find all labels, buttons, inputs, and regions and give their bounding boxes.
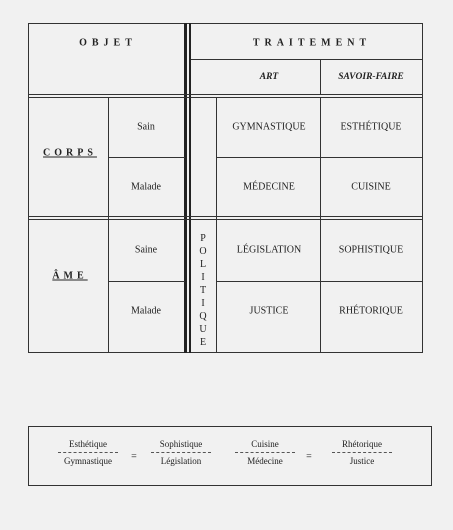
politique-text: P O L I T I Q U E — [199, 233, 207, 348]
header-savoir-faire: SAVOIR-FAIRE — [338, 72, 404, 82]
fraction-4-num: Rhétorique — [342, 439, 382, 449]
equals-2: = — [306, 451, 312, 463]
group-ame: ÂME — [52, 270, 88, 282]
state-sain: Sain — [137, 121, 155, 133]
cell-gymnastique: GYMNASTIQUE — [232, 121, 306, 133]
header-art: ART — [259, 72, 279, 82]
cell-sophistique: SOPHISTIQUE — [338, 244, 404, 256]
fraction-3-den: Médecine — [247, 456, 283, 466]
cell-justice: JUSTICE — [249, 305, 289, 317]
fraction-1-den: Gymnastique — [64, 456, 112, 466]
equals-1: = — [131, 451, 137, 463]
header-objet: OBJET — [79, 37, 137, 49]
divider-art-savoir-header — [320, 59, 321, 95]
divider-row-1b — [216, 157, 423, 158]
cell-legislation: LÉGISLATION — [236, 244, 302, 256]
fraction-1 — [58, 439, 118, 466]
fraction-1-num: Esthétique — [69, 439, 107, 449]
fraction-4 — [332, 439, 392, 466]
cell-cuisine: CUISINE — [351, 181, 391, 193]
divider-corps-ame-2 — [28, 219, 423, 220]
fraction-2-num: Sophistique — [159, 439, 203, 449]
cell-medecine: MÉDECINE — [243, 181, 295, 193]
divider-header — [28, 94, 423, 95]
header-traitement: TRAITEMENT — [252, 37, 372, 49]
group-corps: CORPS — [43, 147, 97, 159]
politique-label — [196, 232, 210, 349]
fraction-2-den: Législation — [160, 456, 202, 466]
state-saine: Saine — [134, 244, 158, 256]
fraction-2 — [151, 439, 211, 466]
divider-politique — [216, 98, 217, 353]
divider-row-3b — [216, 281, 423, 282]
cell-rhetorique: RHÉTORIQUE — [339, 305, 403, 317]
divider-header-2 — [28, 97, 423, 98]
divider-group-state — [108, 98, 109, 353]
divider-corps-ame — [28, 216, 423, 217]
divider-art-savoir — [320, 98, 321, 353]
divider-vertical — [184, 23, 187, 353]
divider-row-3 — [108, 281, 185, 282]
fraction-3-num: Cuisine — [251, 439, 279, 449]
divider-row-1 — [108, 157, 185, 158]
fraction-3 — [235, 439, 295, 466]
fraction-4-den: Justice — [349, 456, 375, 466]
cell-esthetique: ESTHÉTIQUE — [340, 121, 402, 133]
state-malade-corps: Malade — [131, 181, 161, 193]
state-malade-ame: Malade — [131, 305, 161, 317]
divider-vertical-2 — [189, 23, 192, 353]
divider-subheader — [191, 59, 423, 60]
